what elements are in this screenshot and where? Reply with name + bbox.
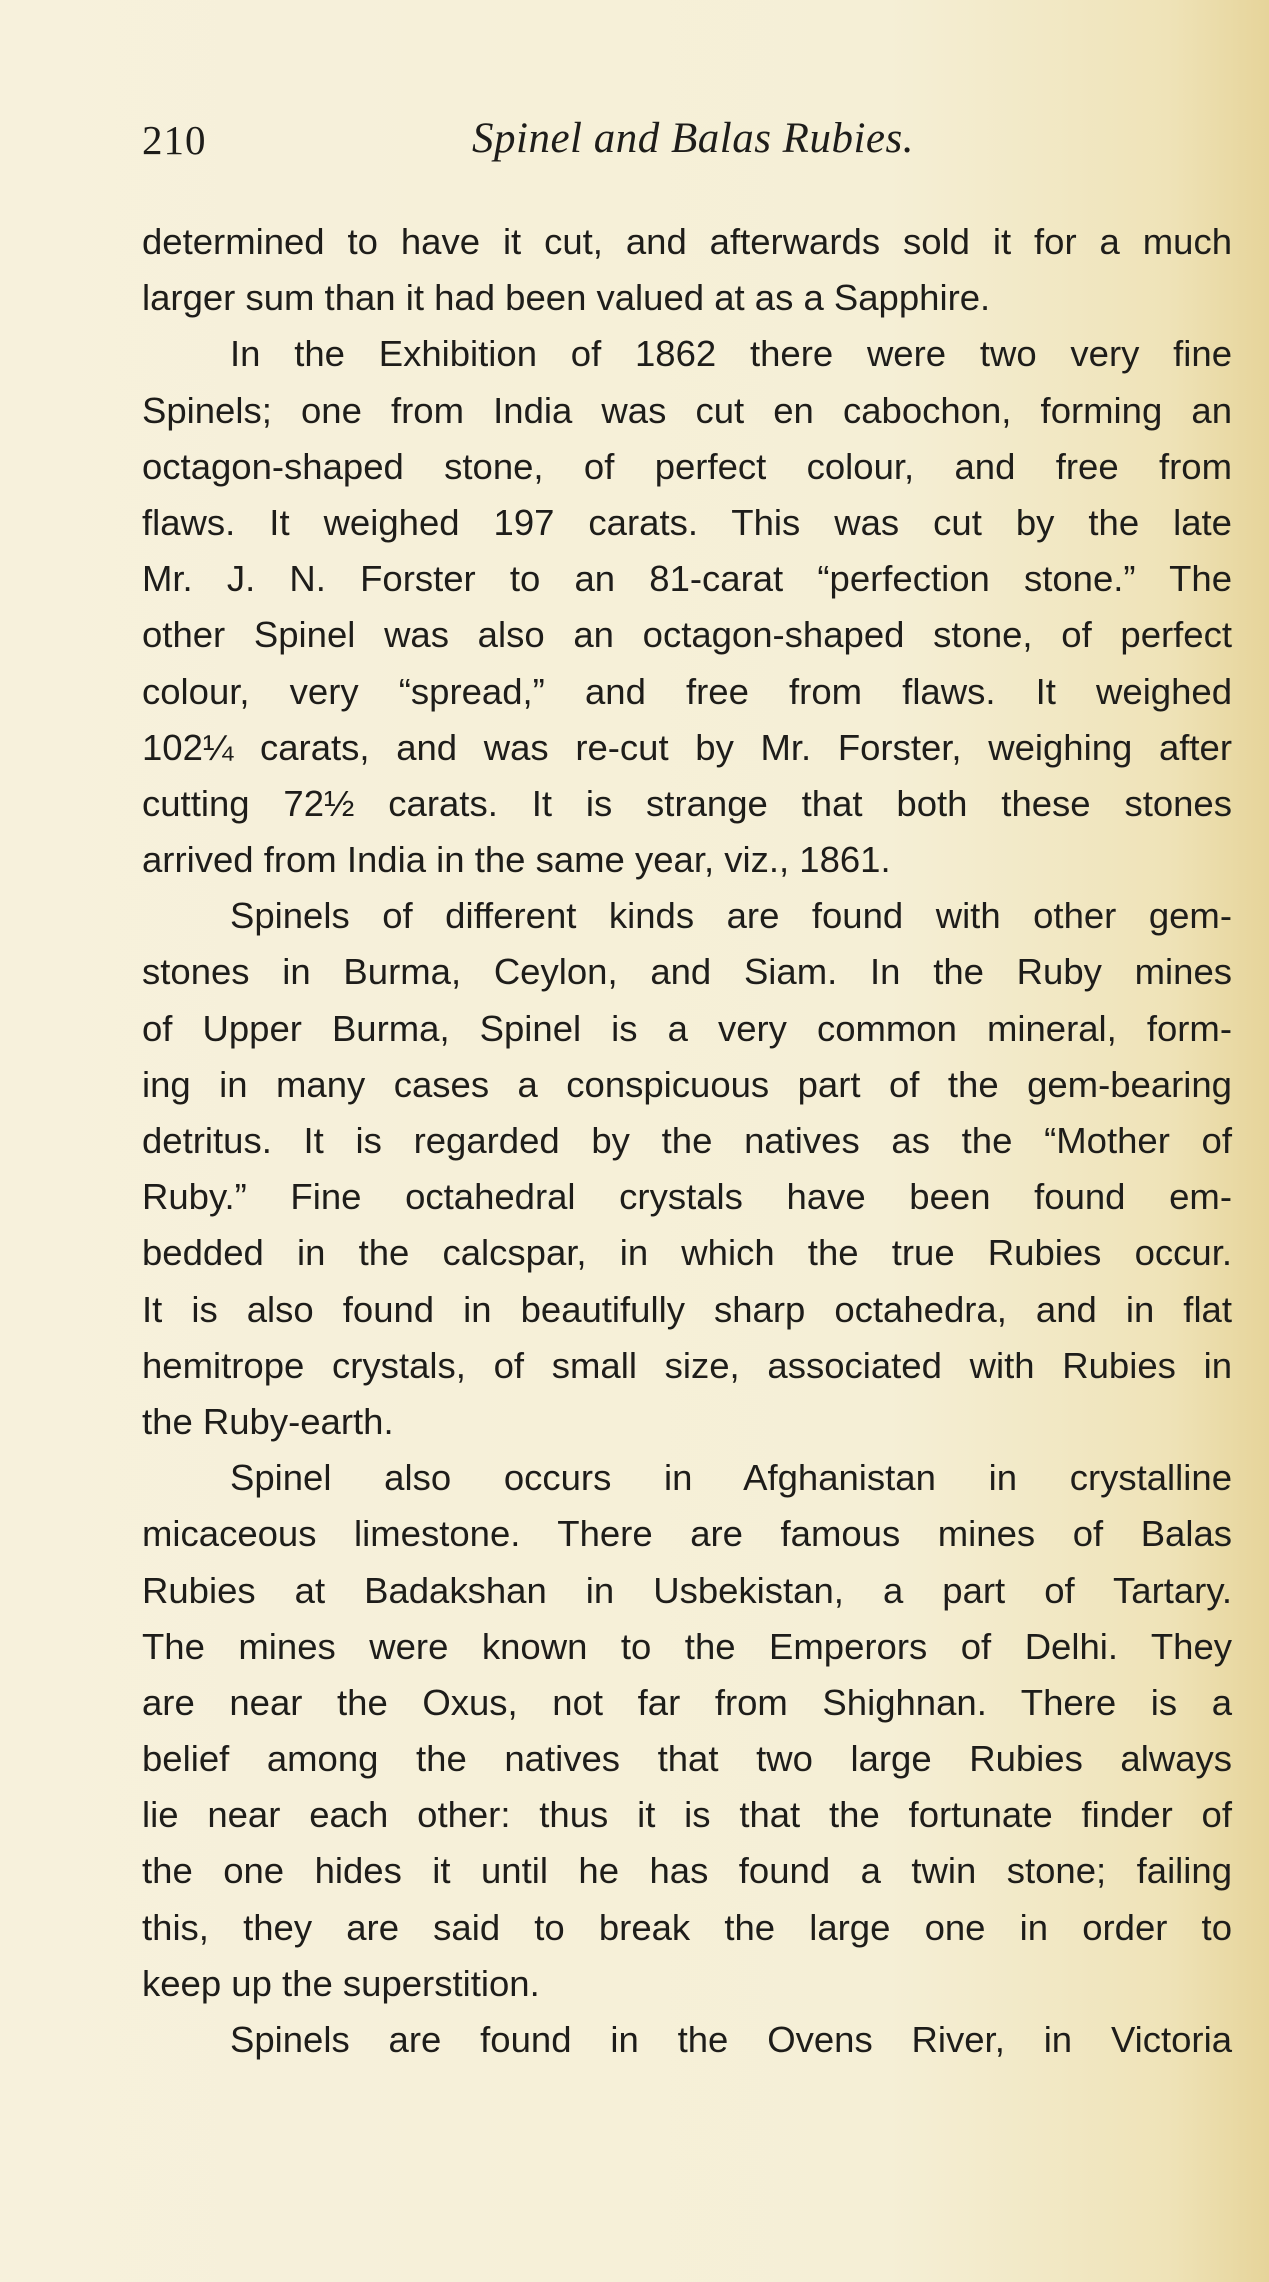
- text-line: the Ruby-earth.: [142, 1400, 394, 1442]
- text-line: detritus. It is regarded by the natives as the “Mother of: [142, 1120, 1232, 1161]
- text-line: the one hides it until he has found a twin stone; failing: [142, 1850, 1232, 1892]
- text-line: flaws. It weighed 197 carats. This was cut by the late: [142, 501, 1232, 543]
- body-text: [142, 214, 1232, 2068]
- text-line: this, they are said to break the large one in order to: [142, 1906, 1232, 1948]
- text-line: are near the Oxus, not far from Shighnan. There is a: [142, 1681, 1232, 1723]
- text-line: keep up the superstition.: [142, 1962, 540, 2004]
- text-line: 102¼ carats, and was re-cut by Mr. Forster, weighing after: [142, 726, 1232, 768]
- text-line: stones in Burma, Ceylon, and Siam. In the Ruby mines: [142, 951, 1232, 993]
- text-line: micaceous limestone. There are famous mines of Balas: [142, 1513, 1232, 1555]
- running-title: Spinel and Balas Rubies.: [472, 115, 914, 162]
- text-line: ing in many cases a conspicuous part of the gem-bearing: [142, 1063, 1232, 1105]
- text-line: bedded in the calcspar, in which the true Rubies occur.: [142, 1232, 1232, 1274]
- page-header: [142, 108, 1232, 168]
- text-line: Rubies at Badakshan in Usbekistan, a part of Tartary.: [142, 1569, 1232, 1611]
- page-number: 210: [142, 117, 207, 163]
- text-line: colour, very “spread,” and free from flaws. It weighed: [142, 670, 1232, 712]
- text-line: of Upper Burma, Spinel is a very common mineral, form-: [142, 1007, 1232, 1049]
- text-line: octagon-shaped stone, of perfect colour, and free from: [142, 445, 1232, 487]
- text-line: other Spinel was also an octagon-shaped stone, of perfect: [142, 614, 1232, 656]
- text-line: Ruby.” Fine octahedral crystals have been found em-: [142, 1176, 1232, 1218]
- text-line: Spinels of different kinds are found with other gem-: [230, 895, 1232, 937]
- text-line: In the Exhibition of 1862 there were two very fine: [230, 333, 1232, 375]
- text-line: determined to have it cut, and afterwards sold it for a much: [142, 221, 1232, 262]
- text-line: Spinels are found in the Ovens River, in Victoria: [230, 2019, 1232, 2060]
- text-line: Spinels; one from India was cut en cabochon, forming an: [142, 389, 1232, 431]
- text-line: It is also found in beautifully sharp octahedra, and in flat: [142, 1288, 1232, 1330]
- text-line: larger sum than it had been valued at as a Sapphire.: [142, 277, 991, 319]
- text-line: Mr. J. N. Forster to an 81-carat “perfection stone.” The: [142, 558, 1232, 600]
- text-line: lie near each other: thus it is that the fortunate finder of: [142, 1794, 1232, 1836]
- text-line: hemitrope crystals, of small size, associated with Rubies in: [142, 1344, 1232, 1386]
- text-line: belief among the natives that two large Rubies always: [142, 1738, 1232, 1780]
- text-line: The mines were known to the Emperors of Delhi. They: [142, 1625, 1232, 1667]
- text-line: Spinel also occurs in Afghanistan in crystalline: [230, 1457, 1232, 1499]
- text-line: cutting 72½ carats. It is strange that both these stones: [142, 782, 1232, 824]
- text-line: arrived from India in the same year, viz., 1861.: [142, 839, 891, 881]
